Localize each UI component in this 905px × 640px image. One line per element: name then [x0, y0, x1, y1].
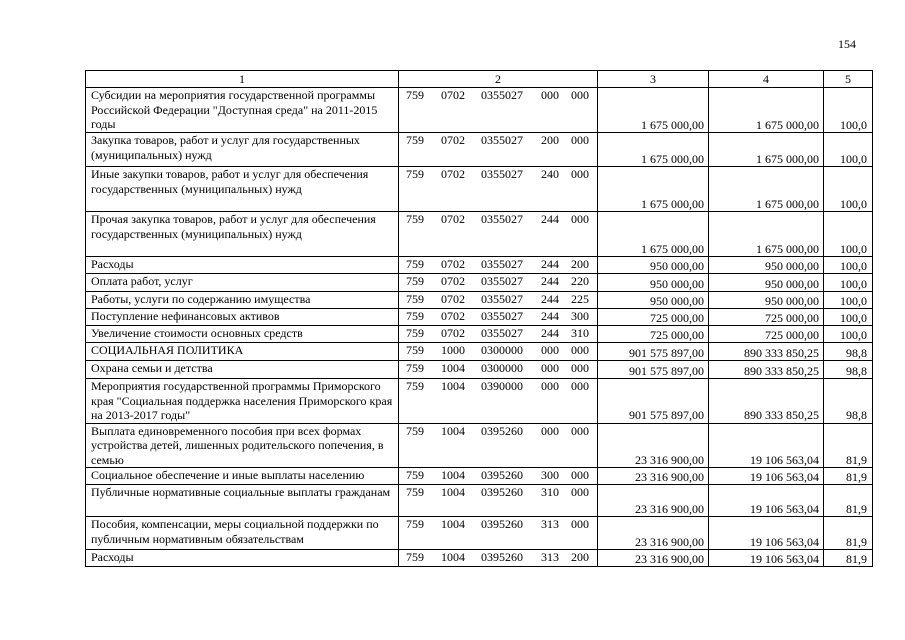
- row-codes: [399, 88, 598, 133]
- code-value: 0355027: [481, 133, 523, 147]
- code-value: 0395260: [481, 550, 523, 564]
- row-label: Публичные нормативные социальные выплаты гражданам: [86, 485, 399, 517]
- row-label: Мероприятия государственной программы Приморского края "Социальная поддержка населения Приморского края на 2013-2017 годы": [86, 379, 399, 424]
- code-value: 000: [571, 343, 589, 357]
- row-label: Работы, услуги по содержанию имущества: [86, 292, 399, 309]
- code-value: 759: [406, 88, 424, 102]
- value-col-4: 1 675 000,00: [709, 212, 824, 257]
- table-row: [86, 133, 873, 167]
- table-row: [86, 379, 873, 424]
- value-col-4: 725 000,00: [709, 309, 824, 326]
- value-col-3: 23 316 900,00: [598, 517, 709, 550]
- code-value: 220: [571, 274, 589, 288]
- code-value: 000: [571, 133, 589, 147]
- code-value: 0702: [441, 88, 465, 102]
- table-row: [86, 468, 873, 485]
- code-value: 1004: [441, 468, 465, 482]
- code-value: 0355027: [481, 167, 523, 181]
- header-col-2: 2: [399, 71, 598, 88]
- value-col-5: 98,8: [824, 379, 873, 424]
- row-codes: [399, 133, 598, 167]
- code-value: 000: [541, 379, 559, 393]
- code-value: 000: [541, 423, 559, 438]
- row-codes: [399, 309, 598, 326]
- row-label: Расходы: [86, 257, 399, 274]
- code-value: 0355027: [481, 212, 523, 226]
- value-col-5: 100,0: [824, 292, 873, 309]
- page-number: 154: [838, 37, 856, 51]
- code-value: 0702: [441, 292, 465, 306]
- row-label: Иные закупки товаров, работ и услуг для обеспечения государственных (муниципальных) нужд: [86, 167, 399, 212]
- value-col-4: 950 000,00: [709, 274, 824, 292]
- value-col-4: 1 675 000,00: [709, 133, 824, 167]
- row-codes: [399, 485, 598, 517]
- code-value: 1004: [441, 379, 465, 393]
- row-label: Социальное обеспечение и иные выплаты населению: [86, 468, 399, 485]
- row-label: Охрана семьи и детства: [86, 361, 399, 379]
- value-col-5: 81,9: [824, 468, 873, 485]
- value-col-4: 19 106 563,04: [709, 550, 824, 567]
- code-value: 1004: [441, 361, 465, 375]
- table-row: [86, 361, 873, 379]
- code-value: 759: [406, 517, 424, 531]
- table-row: [86, 167, 873, 212]
- code-value: 000: [571, 517, 589, 531]
- code-value: 300: [541, 468, 559, 482]
- row-codes: [399, 423, 598, 468]
- code-value: 0702: [441, 309, 465, 323]
- code-value: 1004: [441, 423, 465, 438]
- code-value: 759: [406, 274, 424, 288]
- value-col-4: 725 000,00: [709, 326, 824, 343]
- code-value: 000: [571, 485, 589, 499]
- budget-table: [85, 70, 873, 567]
- value-col-5: 100,0: [824, 309, 873, 326]
- code-value: 000: [571, 167, 589, 181]
- code-value: 244: [541, 326, 559, 340]
- code-value: 200: [541, 133, 559, 147]
- row-label: Поступление нефинансовых активов: [86, 309, 399, 326]
- code-value: 0702: [441, 274, 465, 288]
- row-label: Закупка товаров, работ и услуг для государственных (муниципальных) нужд: [86, 133, 399, 167]
- header-col-4: 4: [709, 71, 824, 88]
- code-value: 759: [406, 361, 424, 375]
- row-codes: [399, 257, 598, 274]
- value-col-3: 901 575 897,00: [598, 343, 709, 361]
- value-col-3: 950 000,00: [598, 292, 709, 309]
- code-value: 244: [541, 309, 559, 323]
- value-col-3: 901 575 897,00: [598, 379, 709, 424]
- row-codes: [399, 274, 598, 292]
- code-value: 225: [571, 292, 589, 306]
- table-row: [86, 257, 873, 274]
- header-col-5: 5: [824, 71, 873, 88]
- row-codes: [399, 343, 598, 361]
- code-value: 759: [406, 326, 424, 340]
- code-value: 759: [406, 343, 424, 357]
- row-label: Увеличение стоимости основных средств: [86, 326, 399, 343]
- code-value: 000: [571, 423, 589, 438]
- code-value: 1004: [441, 550, 465, 564]
- code-value: 0300000: [481, 343, 523, 357]
- value-col-3: 1 675 000,00: [598, 212, 709, 257]
- value-col-4: 1 675 000,00: [709, 88, 824, 133]
- table-row: [86, 423, 873, 468]
- value-col-3: 23 316 900,00: [598, 468, 709, 485]
- table-row: [86, 274, 873, 292]
- value-col-5: 98,8: [824, 361, 873, 379]
- code-value: 200: [571, 257, 589, 271]
- value-col-3: 950 000,00: [598, 274, 709, 292]
- value-col-3: 1 675 000,00: [598, 167, 709, 212]
- code-value: 0702: [441, 212, 465, 226]
- row-label: Выплата единовременного пособия при всех формах устройства детей, лишенных родительского попечения, в семью: [86, 423, 399, 468]
- table-row: [86, 88, 873, 133]
- value-col-3: 1 675 000,00: [598, 88, 709, 133]
- code-value: 244: [541, 212, 559, 226]
- value-col-5: 100,0: [824, 257, 873, 274]
- value-col-5: 100,0: [824, 274, 873, 292]
- header-col-1: 1: [86, 71, 399, 88]
- value-col-5: 100,0: [824, 212, 873, 257]
- code-value: 000: [541, 361, 559, 375]
- code-value: 759: [406, 485, 424, 499]
- row-label: Субсидии на мероприятия государственной программы Российской Федерации "Доступная среда" на 2011-2015 годы: [86, 88, 399, 133]
- code-value: 0355027: [481, 326, 523, 340]
- code-value: 310: [571, 326, 589, 340]
- row-label: СОЦИАЛЬНАЯ ПОЛИТИКА: [86, 343, 399, 361]
- row-codes: [399, 212, 598, 257]
- value-col-3: 725 000,00: [598, 326, 709, 343]
- code-value: 759: [406, 423, 424, 438]
- value-col-5: 81,9: [824, 423, 873, 468]
- value-col-3: 1 675 000,00: [598, 133, 709, 167]
- code-value: 0395260: [481, 485, 523, 499]
- code-value: 759: [406, 379, 424, 393]
- code-value: 313: [541, 550, 559, 564]
- value-col-4: 1 675 000,00: [709, 167, 824, 212]
- code-value: 244: [541, 257, 559, 271]
- code-value: 1000: [441, 343, 465, 357]
- row-codes: [399, 326, 598, 343]
- code-value: 1004: [441, 517, 465, 531]
- table-row: [86, 212, 873, 257]
- code-value: 0702: [441, 257, 465, 271]
- code-value: 000: [571, 379, 589, 393]
- code-value: 300: [571, 309, 589, 323]
- value-col-4: 890 333 850,25: [709, 343, 824, 361]
- code-value: 0395260: [481, 423, 523, 438]
- code-value: 759: [406, 133, 424, 147]
- code-value: 0355027: [481, 274, 523, 288]
- value-col-4: 19 106 563,04: [709, 485, 824, 517]
- code-value: 759: [406, 257, 424, 271]
- code-value: 000: [571, 361, 589, 375]
- value-col-4: 950 000,00: [709, 257, 824, 274]
- value-col-3: 901 575 897,00: [598, 361, 709, 379]
- row-codes: [399, 292, 598, 309]
- code-value: 759: [406, 309, 424, 323]
- code-value: 759: [406, 468, 424, 482]
- code-value: 0355027: [481, 88, 523, 102]
- value-col-5: 81,9: [824, 550, 873, 567]
- value-col-4: 890 333 850,25: [709, 361, 824, 379]
- value-col-3: 725 000,00: [598, 309, 709, 326]
- code-value: 0300000: [481, 361, 523, 375]
- value-col-5: 100,0: [824, 133, 873, 167]
- code-value: 310: [541, 485, 559, 499]
- table-row: [86, 517, 873, 550]
- table-row: [86, 343, 873, 361]
- value-col-3: 23 316 900,00: [598, 550, 709, 567]
- code-value: 000: [571, 88, 589, 102]
- value-col-5: 100,0: [824, 88, 873, 133]
- code-value: 000: [571, 212, 589, 226]
- code-value: 0702: [441, 326, 465, 340]
- row-codes: [399, 379, 598, 424]
- header-col-3: 3: [598, 71, 709, 88]
- row-codes: [399, 517, 598, 550]
- value-col-4: 19 106 563,04: [709, 423, 824, 468]
- code-value: 0355027: [481, 309, 523, 323]
- table-row: [86, 292, 873, 309]
- row-label: Пособия, компенсации, меры социальной поддержки по публичным нормативным обязательствам: [86, 517, 399, 550]
- code-value: 0395260: [481, 517, 523, 531]
- value-col-5: 100,0: [824, 167, 873, 212]
- row-codes: [399, 361, 598, 379]
- code-value: 000: [541, 88, 559, 102]
- table-body: [86, 71, 873, 567]
- row-label: Оплата работ, услуг: [86, 274, 399, 292]
- code-value: 1004: [441, 485, 465, 499]
- table-row: [86, 485, 873, 517]
- value-col-3: 23 316 900,00: [598, 485, 709, 517]
- code-value: 0395260: [481, 468, 523, 482]
- code-value: 0355027: [481, 292, 523, 306]
- table-row: [86, 309, 873, 326]
- row-label: Прочая закупка товаров, работ и услуг для обеспечения государственных (муниципальных) нужд: [86, 212, 399, 257]
- code-value: 000: [541, 343, 559, 357]
- code-value: 0702: [441, 133, 465, 147]
- code-value: 759: [406, 167, 424, 181]
- code-value: 759: [406, 550, 424, 564]
- code-value: 0390000: [481, 379, 523, 393]
- code-value: 200: [571, 550, 589, 564]
- value-col-5: 81,9: [824, 485, 873, 517]
- code-value: 313: [541, 517, 559, 531]
- value-col-5: 98,8: [824, 343, 873, 361]
- code-value: 759: [406, 212, 424, 226]
- row-codes: [399, 550, 598, 567]
- row-codes: [399, 468, 598, 485]
- code-value: 000: [571, 468, 589, 482]
- code-value: 0702: [441, 167, 465, 181]
- value-col-5: 100,0: [824, 326, 873, 343]
- value-col-4: 890 333 850,25: [709, 379, 824, 424]
- code-value: 244: [541, 292, 559, 306]
- value-col-5: 81,9: [824, 517, 873, 550]
- value-col-4: 950 000,00: [709, 292, 824, 309]
- code-value: 759: [406, 292, 424, 306]
- value-col-4: 19 106 563,04: [709, 468, 824, 485]
- table-header-row: [86, 71, 873, 88]
- row-codes: [399, 167, 598, 212]
- code-value: 240: [541, 167, 559, 181]
- value-col-3: 23 316 900,00: [598, 423, 709, 468]
- code-value: 244: [541, 274, 559, 288]
- row-label: Расходы: [86, 550, 399, 567]
- table-row: [86, 326, 873, 343]
- value-col-3: 950 000,00: [598, 257, 709, 274]
- value-col-4: 19 106 563,04: [709, 517, 824, 550]
- code-value: 0355027: [481, 257, 523, 271]
- table-row: [86, 550, 873, 567]
